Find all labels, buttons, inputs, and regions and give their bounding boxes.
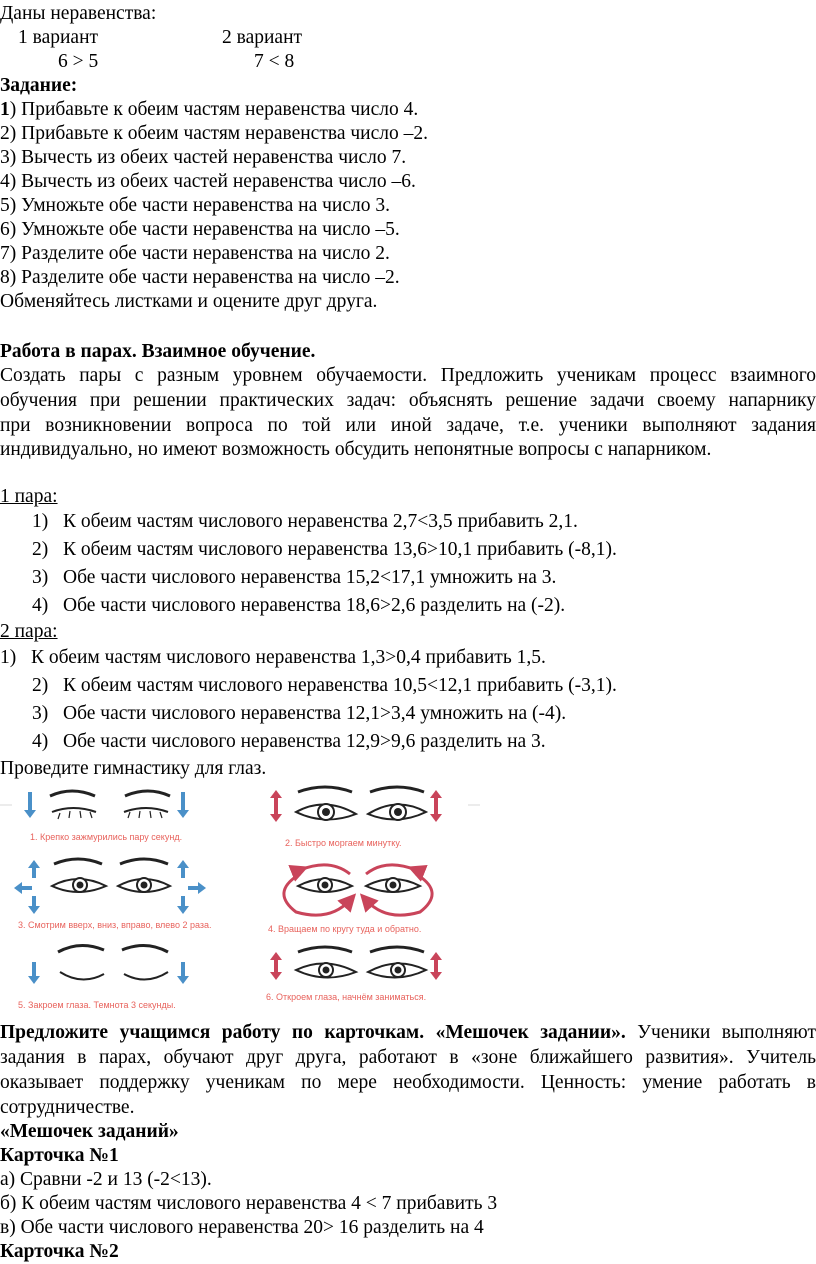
card-1-title: Карточка №1 — [0, 1145, 119, 1166]
list-item: 4) Обе части числового неравенства 18,6>2,6 разделить на (-2). — [32, 595, 566, 616]
looking-eyes-icon — [14, 859, 206, 914]
variant-2-label: 2 вариант — [222, 27, 303, 48]
pair-2-label: 2 пара: — [0, 621, 58, 642]
list-item: 3) Обе части числового неравенства 12,1>3,4 умножить на (-4). — [32, 703, 567, 724]
eye-caption-3: 3. Смотрим вверх, вниз, вправо, влево 2 раза. — [18, 920, 212, 930]
list-item: 1) К обеим частям числового неравенства 1,3>0,4 прибавить 1,5. — [0, 647, 546, 668]
closed-eyes-icon — [24, 791, 189, 819]
pair-1-label: 1 пара: — [0, 486, 58, 507]
exchange-text: Обменяйтесь листками и оцените друг друга. — [0, 291, 378, 312]
list-item: 4) Обе части числового неравенства 12,9>9,6 разделить на 3. — [32, 731, 546, 752]
card-1-item: а) Сравни -2 и 13 (-2<13). — [0, 1169, 212, 1190]
inequality-1: 6 > 5 — [58, 51, 99, 72]
eye-caption-1: 1. Крепко зажмурились пару секунд. — [30, 832, 183, 842]
eye-caption-5: 5. Закроем глаза. Темнота 3 секунды. — [18, 1000, 176, 1010]
list-item: 3) Обе части числового неравенства 15,2<17,1 умножить на 3. — [32, 567, 557, 588]
eye-exercise-svg — [0, 782, 480, 1010]
eye-exercise-illustration — [0, 782, 480, 1010]
task-item: 5) Умножьте обе части неравенства на число 3. — [0, 195, 390, 216]
pairs-title: Работа в парах. Взаимное обучение. — [0, 341, 316, 362]
open-eyes-icon — [270, 947, 442, 980]
list-item: 2) К обеим частям числового неравенства 13,6>10,1 прибавить (-8,1). — [32, 539, 617, 560]
bag-title: «Мешочек заданий» — [0, 1121, 179, 1142]
task-item: 7) Разделите обе части неравенства на число 2. — [0, 243, 390, 264]
task-item: 8) Разделите обе части неравенства на число –2. — [0, 267, 400, 288]
card-1-item: в) Обе части числового неравенства 20> 16 разделить на 4 — [0, 1217, 484, 1238]
eye-caption-6: 6. Откроем глаза, начнём заниматься. — [266, 992, 427, 1002]
blinking-eyes-icon — [270, 787, 442, 822]
intro-text: Даны неравенства: — [0, 3, 157, 24]
rotating-eyes-icon — [284, 865, 432, 915]
card-1-item: б) К обеим частям числового неравенства 4 < 7 прибавить 3 — [0, 1193, 498, 1214]
task-item: 1) Прибавьте к обеим частям неравенства число 4. — [0, 99, 419, 120]
list-item: 2) К обеим частям числового неравенства 10,5<12,1 прибавить (-3,1). — [32, 675, 617, 696]
variant-1-label: 1 вариант — [18, 27, 99, 48]
list-item: 1) К обеим частям числового неравенства 2,7<3,5 прибавить 2,1. — [32, 511, 578, 532]
eye-gym-text: Проведите гимнастику для глаз. — [0, 758, 267, 779]
eye-caption-4: 4. Вращаем по кругу туда и обратно. — [268, 924, 422, 934]
task-item: 3) Вычесть из обеих частей неравенства число 7. — [0, 147, 407, 168]
resting-eyes-icon — [28, 945, 189, 984]
task-title: Задание: — [0, 75, 78, 96]
card-2-title: Карточка №2 — [0, 1241, 119, 1262]
task-item: 4) Вычесть из обеих частей неравенства число –6. — [0, 171, 416, 192]
task-item: 2) Прибавьте к обеим частям неравенства число –2. — [0, 123, 428, 144]
inequality-2: 7 < 8 — [254, 51, 295, 72]
eye-caption-2: 2. Быстро моргаем минутку. — [285, 838, 402, 848]
task-item: 6) Умножьте обе части неравенства на число –5. — [0, 219, 400, 240]
